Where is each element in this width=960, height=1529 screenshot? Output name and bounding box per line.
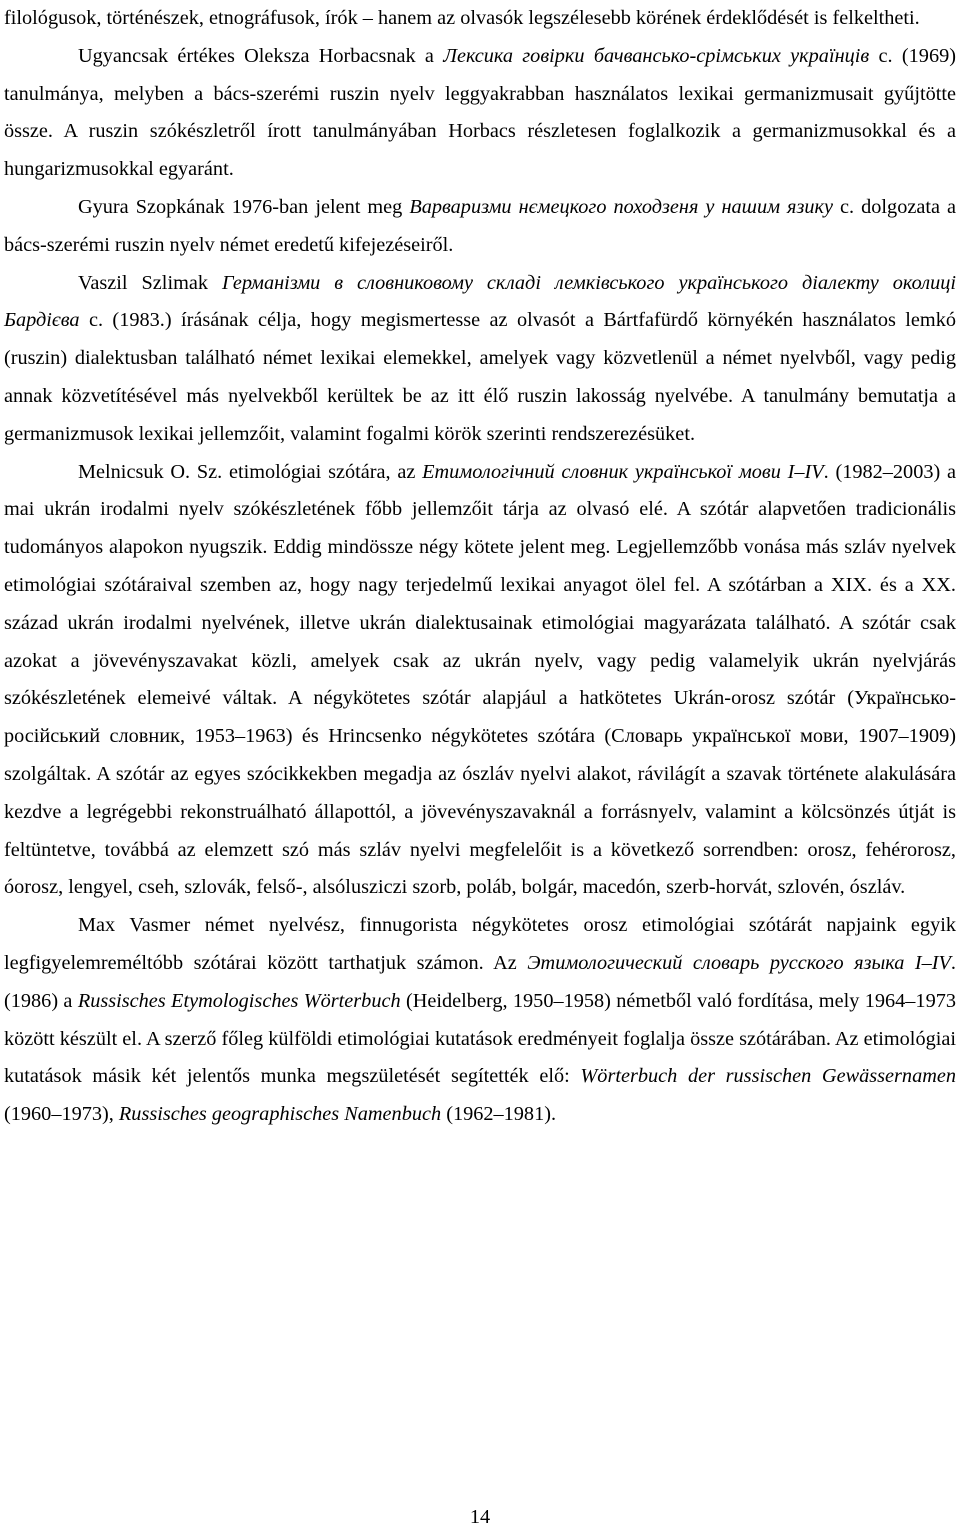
italic-title: Этимологический словарь русского языка I–IV [527,951,951,974]
text-run: c. dolgozata a bács-szerémi ruszin nyelv német eredetű kifejezéseiről. [4,195,956,256]
paragraph [4,189,956,265]
text-run: Melnicsuk O. Sz. etimológiai szótára, az [78,460,423,483]
text-run: (1962–1981). [441,1103,557,1126]
text-run: . (1986) a [4,951,956,1012]
paragraph [4,265,956,454]
italic-title: Лексика говірки бачвансько-срімських українців [443,44,870,67]
paragraph [4,907,956,1134]
text-run: filológusok, történészek, etnográfusok, írók – hanem az olvasók legszélesebb körének érdeklődését is felkeltheti. [4,7,920,29]
text-run: (Heidelberg, 1950–1958) németből való fordítása, mely 1964–1973 között készült el. A szerző főleg külföldi etimológiai kutatások eredményeit foglalja össze szótárában. Az etimológiai kutatások másik két jelentős munka megszületését segítették elő: [4,989,956,1088]
paragraph [4,454,956,908]
paragraph [4,38,956,189]
italic-title: Германізми в словниковому складі лемківського українського діалекту околиці Бардієва [4,271,956,332]
italic-title: Wörterbuch der russischen Gewässernamen [580,1065,956,1088]
italic-title: Russisches geographisches Namenbuch [118,1103,442,1126]
italic-title: Russisches Etymologisches Wörterbuch [77,989,401,1012]
document-page [4,0,956,1134]
text-run: c. (1969) tanulmánya, melyben a bács-szerémi ruszin nyelv leggyakrabban használatos lexikai germanizmusait gyűjtötte össze. A ruszin szókészletről írott tanulmányában Horbacs részletesen foglalkozik a germanizmusokkal és a hungarizmusokkal egyaránt. [4,44,956,181]
text-run: Vaszil Szlimak [78,271,222,294]
text-run: (1960–1973), [4,1103,119,1126]
text-run: Ugyancsak értékes Oleksza Horbacsnak a [78,44,444,67]
paragraph [4,0,956,38]
text-run: Gyura Szopkának 1976-ban jelent meg [78,195,410,218]
text-run: . (1982–2003) a mai ukrán irodalmi nyelv szókészletének főbb jellemzőit tárja az olvasó elé. A szótár alapvetően tradicionális tudományos alapokon nyugszik. Eddig mindössze négy kötete jelent meg. Legjellemzőbb vonása más szláv nyelvek etimológiai szótáraival szemben az, hogy nagy terjedelmű lexikai anyagot ölel fel. A szótárban a XIX. és a XX. század ukrán irodalmi nyelvének, illetve ukrán dialektusainak etimológiai magyarázata található. A szótár csak azokat a jövevényszavakat közli, amelyek csak az ukrán nyelv, vagy pedig valamelyik ukrán nyelvjárás szókészletének elemeivé váltak. A négykötetes szótár alapjául a hatkötetes Ukrán-orosz szótár (Українсько-російський словник, 1953–1963) és Hrincsenko négykötetes szótára (Словарь української мови, 1907–1909) szolgáltak. A szótár az egyes szócikkekben megadja az ószláv nyelvi alakot, rávilágít a szavak története alakulására kezdve a legrégebbi rekonstruálható állapottól, a jövevényszavaknál a forrásnyelv, valamint a kölcsönzés útját is feltüntetve, továbbá az elemzett szó más szláv nyelvi megfelelőit is a következő sorrendben: orosz, fehérorosz, óorosz, lengyel, cseh, szlovák, felső-, alsólusziczi szorb, poláb, bolgár, macedón, szerb-horvát, szlovén, ószláv. [4,460,956,899]
italic-title: Варваризми нємецкого походзеня у нашим язику [409,195,834,218]
italic-title: Етимологічний словник української мови I–IV [422,460,824,483]
text-run: c. (1983.) írásának célja, hogy megismertesse az olvasót a Bártfafürdő környékén használatos lemkó (ruszin) dialektusban található német lexikai elemekkel, amelyek vagy közvetlenül a német nyelvből, vagy pedig annak közvetítésével más nyelvekből kerültek be az itt élő ruszin lakosság nyelvébe. A tanulmány bemutatja a germanizmusok lexikai jellemzőit, valamint fogalmi körök szerinti rendszerezésüket. [4,309,956,445]
page-number: 14 [469,1506,491,1528]
body-text [4,0,956,1134]
text-run: Max Vasmer német nyelvész, finnugorista négykötetes orosz etimológiai szótárát napjaink egyik legfigyelemreméltóbb szótárai között tarthatjuk számon. Az [4,914,956,974]
